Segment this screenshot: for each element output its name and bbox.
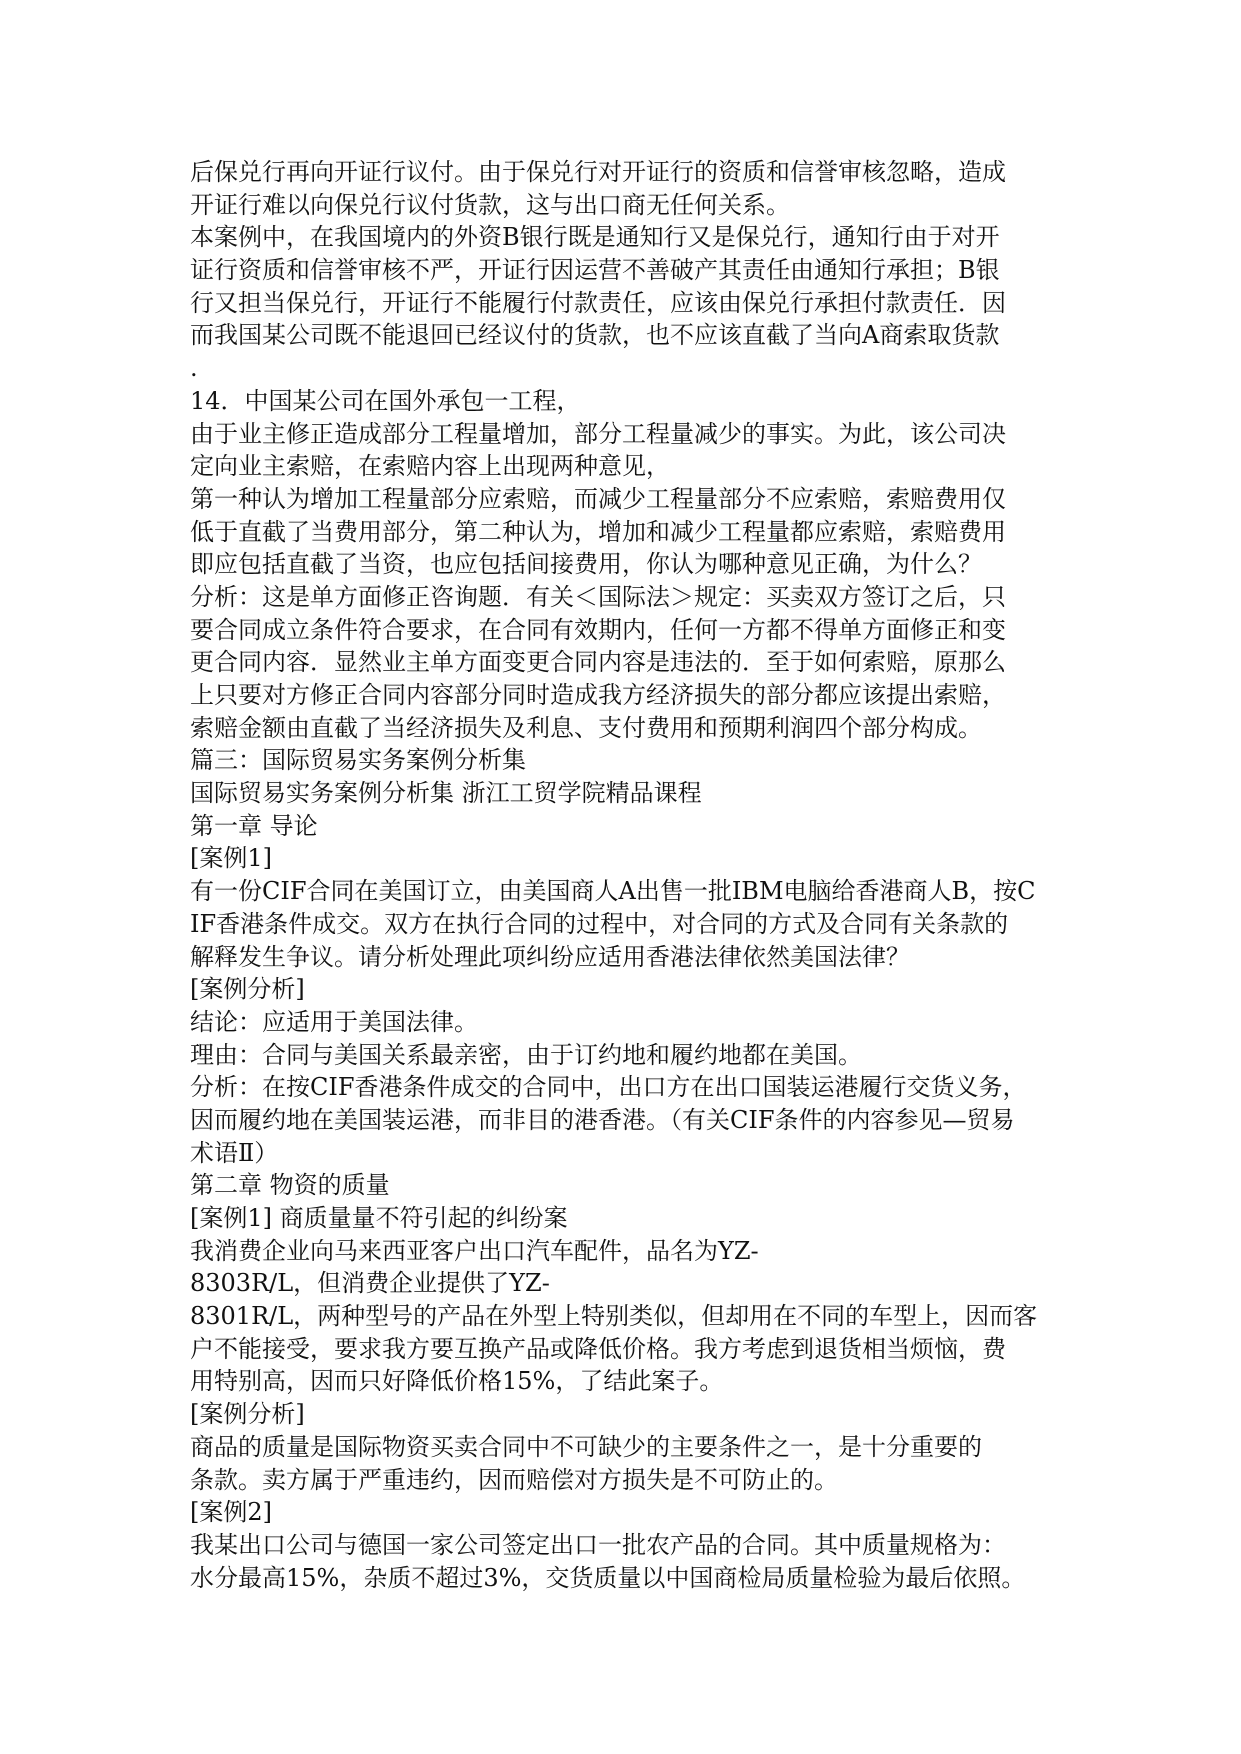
text-line: 国际贸易实务案例分析集 浙江工贸学院精品课程 <box>190 779 702 808</box>
text-line: 证行资质和信誉审核不严，开证行因运营不善破产其责任由通知行承担；B银 <box>190 256 1000 285</box>
text-line: 结论：应适用于美国法律。 <box>190 1007 478 1036</box>
chapter-heading: 第二章 物资的质量 <box>190 1171 390 1200</box>
text-line: 因而履约地在美国装运港，而非目的港香港。（有关CIF条件的内容参见—贸易 <box>190 1105 1015 1134</box>
text-line: 用特别高，因而只好降低价格15%，了结此案子。 <box>190 1367 724 1396</box>
text-line: 开证行难以向保兑行议付货款，这与出口商无任何关系。 <box>190 190 790 219</box>
text-line: 由于业主修正造成部分工程量增加，部分工程量减少的事实。为此，该公司决 <box>190 419 1006 448</box>
text-line: 8301R/L，两种型号的产品在外型上特别类似，但却用在不同的车型上，因而客 <box>190 1302 1038 1331</box>
text-line: 我消费企业向马来西亚客户出口汽车配件，品名为YZ- <box>190 1236 759 1265</box>
text-line: 14．中国某公司在国外承包一工程， <box>190 386 581 415</box>
text-line: 理由：合同与美国关系最亲密，由于订约地和履约地都在美国。 <box>190 1040 862 1069</box>
case-label: [案例1] 商质量量不符引起的纠纷案 <box>190 1204 568 1232</box>
text-line: IF香港条件成交。双方在执行合同的过程中，对合同的方式及合同有关条款的 <box>190 909 1009 938</box>
document-body <box>190 156 1060 1594</box>
text-line: 定向业主索赔，在索赔内容上出现两种意见， <box>190 452 670 481</box>
text-line: 条款。卖方属于严重违约，因而赔偿对方损失是不可防止的。 <box>190 1465 838 1494</box>
text-line: 上只要对方修正合同内容部分同时造成我方经济损失的部分都应该提出索赔， <box>190 681 1006 709</box>
text-line: 后保兑行再向开证行议付。由于保兑行对开证行的资质和信誉审核忽略，造成 <box>190 158 1006 186</box>
case-label: [案例分析] <box>190 1400 305 1429</box>
text-line: 更合同内容．显然业主单方面变更合同内容是违法的．至于如何索赔，原那么 <box>190 648 1006 677</box>
text-line: 本案例中，在我国境内的外资B银行既是通知行又是保兑行，通知行由于对开 <box>190 223 1000 252</box>
text-line: 水分最高15%，杂质不超过3%，交货质量以中国商检局质量检验为最后依照。 <box>190 1563 1026 1592</box>
text-line: 我某出口公司与德国一家公司签定出口一批农产品的合同。其中质量规格为： <box>190 1530 1006 1559</box>
text-line: 行又担当保兑行，开证行不能履行付款责任，应该由保兑行承担付款责任．因 <box>190 288 1006 317</box>
section-heading: 篇三：国际贸易实务案例分析集 <box>190 746 526 775</box>
text-line: 低于直截了当费用部分，第二种认为，增加和减少工程量都应索赔，索赔费用 <box>190 517 1006 546</box>
case-label: [案例1] <box>190 844 272 873</box>
text-line: 即应包括直截了当资，也应包括间接费用，你认为哪种意见正确，为什么？ <box>190 550 982 579</box>
text-line: 第一种认为增加工程量部分应索赔，而减少工程量部分不应索赔，索赔费用仅 <box>190 484 1006 513</box>
text-line: . <box>190 354 198 383</box>
text-line: 而我国某公司既不能退回已经议付的货款，也不应该直截了当向A商索取货款 <box>190 321 1000 350</box>
text-line: 分析：这是单方面修正咨询题．有关＜国际法＞规定：买卖双方签订之后，只 <box>190 582 1006 611</box>
text-line: 分析：在按CIF香港条件成交的合同中，出口方在出口国装运港履行交货义务， <box>190 1073 1027 1102</box>
text-line: 有一份CIF合同在美国订立，由美国商人A出售一批IBM电脑给香港商人B，按C <box>190 877 1036 906</box>
case-label: [案例2] <box>190 1498 272 1527</box>
text-line: 户不能接受，要求我方要互换产品或降低价格。我方考虑到退货相当烦恼，费 <box>190 1334 1006 1363</box>
text-line: 术语Ⅱ） <box>190 1138 279 1167</box>
text-line: 解释发生争议。请分析处理此项纠纷应适用香港法律依然美国法律？ <box>190 942 910 971</box>
text-line: 索赔金额由直截了当经济损失及利息、支付费用和预期利润四个部分构成。 <box>190 713 982 742</box>
case-label: [案例分析] <box>190 975 305 1004</box>
chapter-heading: 第一章 导论 <box>190 811 318 840</box>
text-line: 要合同成立条件符合要求，在合同有效期内，任何一方都不得单方面修正和变 <box>190 615 1006 644</box>
text-line: 8303R/L，但消费企业提供了YZ- <box>190 1269 550 1298</box>
text-line: 商品的质量是国际物资买卖合同中不可缺少的主要条件之一，是十分重要的 <box>190 1432 982 1461</box>
